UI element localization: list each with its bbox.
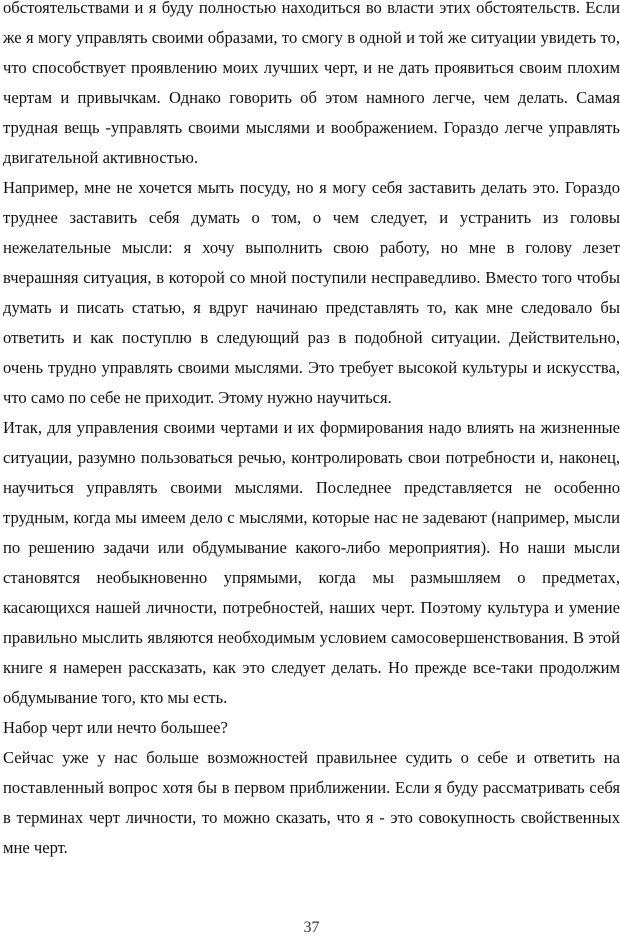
body-text bbox=[3, 0, 620, 863]
paragraph-3: Итак, для управления своими чертами и их формирования надо влиять на жизненные ситуации, разумно пользоваться речью, контролировать свои потребности и, наконец, научиться управлять своими мыслями. Последнее представляется не особенно трудным, когда мы имеем дело с мыслями, которые нас не задевают (например, мысли по решению задачи или обдумывание какого-либо мероприятия). Но наши мысли становятся необыкновенно упрямыми, когда мы размышляем о предметах, касающихся нашей личности, потребностей, наших черт. Поэтому культура и умение правильно мыслить являются необходимым условием самосовершенствования. В этой книге я намерен рассказать, как это следует делать. Но прежде все-таки продолжим обдумывание того, кто мы есть. bbox=[3, 418, 620, 707]
paragraph-2: Например, мне не хочется мыть посуду, но я могу себя заставить делать это. Гораздо труднее заставить себя думать о том, о чем следует, и устранить из головы нежелательные мысли: я хочу выполнить свою работу, но мне в голову лезет вчерашняя ситуация, в которой со мной поступили несправедливо. Вместо того чтобы думать и писать статью, я вдруг начинаю представлять то, как мне следовало бы ответить и как поступлю в следующий раз в подобной ситуации. Действительно, очень трудно управлять своими мыслями. Это требует высокой культуры и искусства, что само по себе не приходит. Этому нужно научиться. bbox=[3, 178, 620, 407]
page-number: 37 bbox=[303, 919, 320, 936]
document-page bbox=[3, 0, 620, 943]
paragraph-1: обстоятельствами и я буду полностью находиться во власти этих обстоятельств. Если же я могу управлять своими образами, то смогу в одной и той же ситуации увидеть то, что способствует проявлению моих лучших черт, и не дать проявиться своим плохим чертам и привычкам. Однако говорить об этом намного легче, чем делать. Самая трудная вещь -управлять своими мыслями и воображением. Гораздо легче управлять двигательной активностью. bbox=[3, 0, 620, 167]
paragraph-4: Сейчас уже у нас больше возможностей правильнее судить о себе и ответить на поставленный вопрос хотя бы в первом приближении. Если я буду рассматривать себя в терминах черт личности, то можно сказать, что я - это совокупность свойственных мне черт. bbox=[3, 748, 620, 857]
section-heading: Набор черт или нечто большее? bbox=[3, 718, 228, 737]
